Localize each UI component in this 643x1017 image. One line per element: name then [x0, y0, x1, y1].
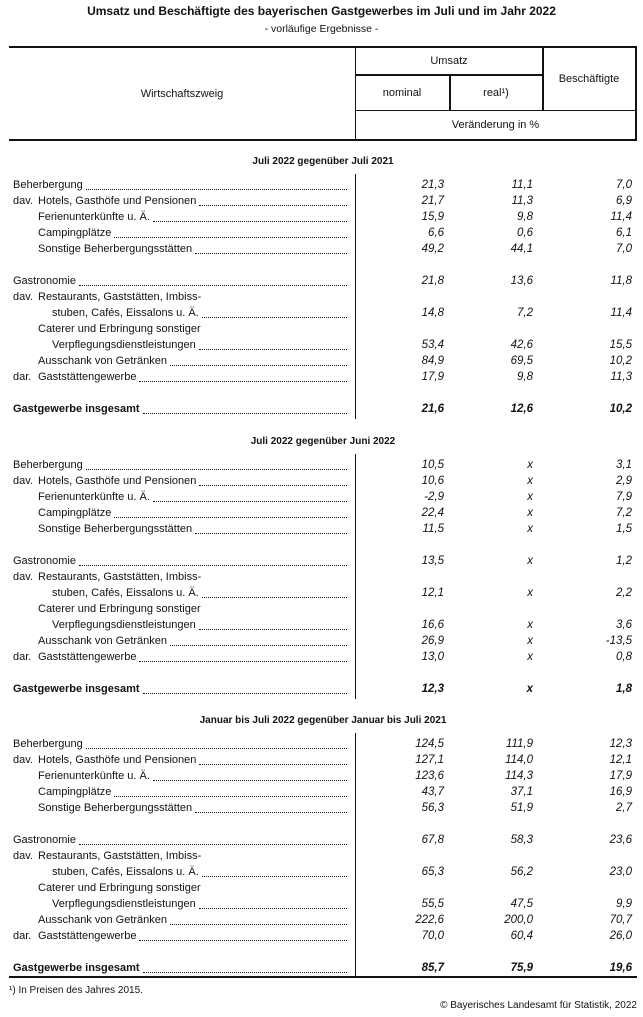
- dot-leader: [79, 285, 347, 286]
- value-beschaeftigte: 23,0: [609, 866, 632, 878]
- value-nominal: 21,3: [421, 179, 444, 191]
- value-real: 60,4: [510, 930, 533, 942]
- row-label: Sonstige Beherbergungsstätten: [38, 523, 193, 535]
- branch-cell: [9, 353, 355, 369]
- row-prefix: dar.: [13, 930, 32, 942]
- row-label: Gaststättengewerbe: [38, 371, 137, 383]
- value-nominal: 67,8: [421, 834, 444, 846]
- table-row: [9, 337, 637, 353]
- row-label: Ausschank von Getränken: [38, 355, 168, 367]
- branch-cell: [9, 401, 355, 417]
- row-label: Campingplätze: [38, 507, 112, 519]
- row-prefix: dar.: [13, 371, 32, 383]
- spacer-row: [9, 816, 637, 832]
- table-row: [9, 752, 637, 768]
- row-prefix: dav.: [13, 850, 33, 862]
- value-nominal: 84,9: [421, 355, 444, 367]
- branch-cell: [9, 489, 355, 505]
- value-real: x: [527, 587, 533, 599]
- dot-leader: [199, 349, 347, 350]
- branch-cell: [9, 241, 355, 257]
- value-beschaeftigte: 7,0: [616, 243, 632, 255]
- dot-leader: [199, 629, 347, 630]
- branch-cell: [9, 912, 355, 928]
- row-label: Verpflegungsdienstleistungen: [52, 898, 196, 910]
- table-row: [9, 473, 637, 489]
- value-real: 7,2: [517, 307, 533, 319]
- value-real: x: [526, 683, 533, 695]
- row-label: Gastgewerbe insgesamt: [13, 403, 140, 415]
- copyright-notice: © Bayerisches Landesamt für Statistik, 2022: [440, 1000, 637, 1011]
- value-beschaeftigte: 2,9: [616, 475, 632, 487]
- value-beschaeftigte: 23,6: [609, 834, 632, 846]
- branch-cell: [9, 960, 355, 976]
- section-july-vs-june: [9, 430, 637, 697]
- value-real: 69,5: [510, 355, 533, 367]
- column-header-real: real¹): [483, 86, 509, 99]
- value-nominal: 21,7: [421, 195, 444, 207]
- section-heading: Januar bis Juli 2022 gegenüber Januar bis Juli 2021: [199, 715, 447, 726]
- value-real: 114,3: [505, 770, 533, 782]
- row-label: stuben, Cafés, Eissalons u. Ä.: [52, 307, 199, 319]
- spacer-row: [9, 385, 637, 401]
- value-nominal: 14,8: [421, 307, 444, 319]
- branch-cell: [9, 681, 355, 697]
- dot-leader: [202, 597, 347, 598]
- value-nominal: 49,2: [421, 243, 444, 255]
- table-row: [9, 912, 637, 928]
- value-nominal: 55,5: [421, 898, 444, 910]
- row-label: Caterer und Erbringung sonstiger: [38, 603, 201, 615]
- table-bottom-rule: [9, 976, 637, 978]
- value-beschaeftigte: 1,2: [616, 555, 632, 567]
- value-nominal: 12,3: [421, 683, 444, 695]
- dot-leader: [86, 748, 347, 749]
- branch-cell: [9, 585, 355, 601]
- value-nominal: 21,6: [421, 403, 444, 415]
- dot-leader: [143, 413, 347, 414]
- table-row: [9, 585, 637, 601]
- table-row: [9, 289, 637, 305]
- row-label: Ausschank von Getränken: [38, 914, 168, 926]
- dot-leader: [170, 924, 347, 925]
- dot-leader: [153, 780, 347, 781]
- branch-cell: [9, 768, 355, 784]
- branch-column-rule-block2: [355, 454, 357, 699]
- value-real: 37,1: [510, 786, 533, 798]
- dot-leader: [202, 317, 347, 318]
- table-row: [9, 896, 637, 912]
- value-real: x: [527, 459, 533, 471]
- branch-cell: [9, 800, 355, 816]
- value-beschaeftigte: 7,0: [616, 179, 632, 191]
- table-row: [9, 800, 637, 816]
- branch-cell: [9, 784, 355, 800]
- value-real: x: [527, 619, 533, 631]
- row-prefix: dav.: [13, 754, 33, 766]
- table-row: [9, 880, 637, 896]
- dot-leader: [199, 908, 347, 909]
- value-nominal: 12,1: [421, 587, 444, 599]
- value-real: x: [527, 507, 533, 519]
- table-row: [9, 633, 637, 649]
- row-label: Caterer und Erbringung sonstiger: [38, 323, 201, 335]
- spacer-row: [9, 665, 637, 681]
- value-nominal: 56,3: [421, 802, 444, 814]
- branch-cell: [9, 633, 355, 649]
- value-nominal: 123,6: [415, 770, 444, 782]
- branch-cell: [9, 649, 355, 665]
- value-beschaeftigte: 12,3: [609, 738, 632, 750]
- row-label: Ferienunterkünfte u. Ä.: [38, 211, 150, 223]
- section-heading: Juli 2022 gegenüber Juni 2022: [250, 436, 396, 447]
- row-prefix: dar.: [13, 651, 32, 663]
- row-label: Ausschank von Getränken: [38, 635, 168, 647]
- branch-column-rule-block3: [355, 733, 357, 976]
- value-real: 11,1: [511, 179, 533, 191]
- value-real: 11,3: [511, 195, 533, 207]
- branch-cell: [9, 369, 355, 385]
- value-beschaeftigte: 11,4: [610, 307, 632, 319]
- value-real: 9,8: [517, 371, 533, 383]
- row-label: stuben, Cafés, Eissalons u. Ä.: [52, 866, 199, 878]
- table-row: [9, 225, 637, 241]
- dot-leader: [199, 764, 347, 765]
- branch-cell: [9, 193, 355, 209]
- spacer-row: [9, 537, 637, 553]
- value-nominal: 13,5: [421, 555, 444, 567]
- value-beschaeftigte: 26,0: [609, 930, 632, 942]
- row-prefix: dav.: [13, 475, 33, 487]
- branch-cell: [9, 305, 355, 321]
- dot-leader: [170, 645, 347, 646]
- footnote: ¹) In Preisen des Jahres 2015.: [9, 985, 143, 996]
- branch-cell: [9, 928, 355, 944]
- value-beschaeftigte: 7,2: [616, 507, 632, 519]
- value-real: 9,8: [517, 211, 533, 223]
- dot-leader: [195, 533, 347, 534]
- branch-cell: [9, 521, 355, 537]
- column-header-nominal: nominal: [382, 86, 422, 99]
- dot-leader: [153, 221, 347, 222]
- value-real: x: [527, 635, 533, 647]
- branch-cell: [9, 736, 355, 752]
- page-subtitle: - vorläufige Ergebnisse -: [264, 23, 379, 35]
- row-label: Restaurants, Gaststätten, Imbiss-: [38, 850, 202, 862]
- value-nominal: 85,7: [421, 962, 444, 974]
- branch-cell: [9, 848, 355, 864]
- table-row: [9, 177, 637, 193]
- value-real: 51,9: [510, 802, 533, 814]
- value-real: 58,3: [510, 834, 533, 846]
- branch-cell: [9, 569, 355, 585]
- branch-cell: [9, 601, 355, 617]
- column-header-branch: Wirtschaftszweig: [140, 87, 224, 100]
- value-beschaeftigte: 15,5: [609, 339, 632, 351]
- branch-cell: [9, 209, 355, 225]
- row-label: Gaststättengewerbe: [38, 651, 137, 663]
- branch-cell: [9, 337, 355, 353]
- row-label: Verpflegungsdienstleistungen: [52, 339, 196, 351]
- table-row: [9, 928, 637, 944]
- value-real: x: [527, 523, 533, 535]
- value-beschaeftigte: 0,8: [616, 651, 632, 663]
- branch-cell: [9, 880, 355, 896]
- row-label: Gastgewerbe insgesamt: [13, 962, 140, 974]
- branch-cell: [9, 553, 355, 569]
- row-label: Gaststättengewerbe: [38, 930, 137, 942]
- dot-leader: [195, 812, 347, 813]
- value-beschaeftigte: 3,6: [616, 619, 632, 631]
- value-real: 47,5: [510, 898, 533, 910]
- row-label: Campingplätze: [38, 786, 112, 798]
- value-nominal: 53,4: [421, 339, 444, 351]
- row-label: Restaurants, Gaststätten, Imbiss-: [38, 291, 202, 303]
- branch-column-rule-block1: [355, 174, 357, 419]
- value-nominal: 22,4: [421, 507, 444, 519]
- branch-cell: [9, 177, 355, 193]
- dot-leader: [202, 876, 347, 877]
- value-beschaeftigte: 10,2: [609, 355, 632, 367]
- table-row: [9, 601, 637, 617]
- value-real: 200,0: [504, 914, 533, 926]
- dot-leader: [114, 237, 347, 238]
- row-label: Caterer und Erbringung sonstiger: [38, 882, 201, 894]
- row-label: Hotels, Gasthöfe und Pensionen: [38, 475, 197, 487]
- value-real: 75,9: [510, 962, 533, 974]
- value-beschaeftigte: 2,7: [616, 802, 632, 814]
- dot-leader: [139, 381, 347, 382]
- dot-leader: [153, 501, 347, 502]
- value-real: x: [527, 475, 533, 487]
- table-row: [9, 736, 637, 752]
- value-nominal: 15,9: [421, 211, 444, 223]
- dot-leader: [79, 844, 347, 845]
- branch-cell: [9, 752, 355, 768]
- value-beschaeftigte: 6,9: [616, 195, 632, 207]
- value-beschaeftigte: 17,9: [609, 770, 632, 782]
- table-row: [9, 353, 637, 369]
- value-nominal: 6,6: [428, 227, 444, 239]
- dot-leader: [170, 365, 347, 366]
- value-beschaeftigte: 19,6: [609, 962, 632, 974]
- dot-leader: [199, 205, 347, 206]
- branch-cell: [9, 505, 355, 521]
- value-beschaeftigte: 12,1: [609, 754, 632, 766]
- table-row: [9, 457, 637, 473]
- value-real: x: [527, 651, 533, 663]
- header-bottom-rule: [9, 139, 637, 141]
- branch-cell: [9, 864, 355, 880]
- branch-cell: [9, 896, 355, 912]
- value-beschaeftigte: 16,9: [609, 786, 632, 798]
- table-row: [9, 768, 637, 784]
- row-prefix: dav.: [13, 195, 33, 207]
- row-label: Hotels, Gasthöfe und Pensionen: [38, 195, 197, 207]
- row-label: Sonstige Beherbergungsstätten: [38, 243, 193, 255]
- value-beschaeftigte: 11,4: [610, 211, 632, 223]
- row-label: Beherbergung: [13, 738, 83, 750]
- table-row: [9, 569, 637, 585]
- row-label: Campingplätze: [38, 227, 112, 239]
- table-row: [9, 241, 637, 257]
- table-row: [9, 321, 637, 337]
- row-label: Verpflegungsdienstleistungen: [52, 619, 196, 631]
- dot-leader: [114, 517, 347, 518]
- value-real: 56,2: [510, 866, 533, 878]
- table-row: [9, 209, 637, 225]
- table-row: [9, 848, 637, 864]
- value-beschaeftigte: 6,1: [616, 227, 632, 239]
- row-label: Gastgewerbe insgesamt: [13, 683, 140, 695]
- row-prefix: dav.: [13, 571, 33, 583]
- table-row: [9, 193, 637, 209]
- value-nominal: 222,6: [415, 914, 444, 926]
- table-row: [9, 401, 637, 417]
- branch-cell: [9, 225, 355, 241]
- value-nominal: 43,7: [421, 786, 444, 798]
- value-nominal: 26,9: [421, 635, 444, 647]
- table-row: [9, 369, 637, 385]
- value-beschaeftigte: 1,8: [616, 683, 632, 695]
- row-label: Ferienunterkünfte u. Ä.: [38, 770, 150, 782]
- row-label: Beherbergung: [13, 179, 83, 191]
- value-nominal: 16,6: [421, 619, 444, 631]
- value-nominal: 17,9: [421, 371, 444, 383]
- table-row: [9, 681, 637, 697]
- row-label: Restaurants, Gaststätten, Imbiss-: [38, 571, 202, 583]
- row-label: stuben, Cafés, Eissalons u. Ä.: [52, 587, 199, 599]
- value-beschaeftigte: 1,5: [616, 523, 632, 535]
- branch-cell: [9, 473, 355, 489]
- dot-leader: [199, 485, 347, 486]
- table-row: [9, 553, 637, 569]
- table-row: [9, 832, 637, 848]
- dot-leader: [139, 661, 347, 662]
- value-real: x: [527, 491, 533, 503]
- value-beschaeftigte: 11,8: [610, 275, 632, 287]
- value-beschaeftigte: 3,1: [616, 459, 632, 471]
- value-nominal: 127,1: [415, 754, 444, 766]
- spacer-row: [9, 944, 637, 960]
- value-real: 0,6: [517, 227, 533, 239]
- row-label: Gastronomie: [13, 275, 76, 287]
- value-nominal: 10,5: [421, 459, 444, 471]
- dot-leader: [143, 693, 347, 694]
- value-real: 42,6: [510, 339, 533, 351]
- row-prefix: dav.: [13, 291, 33, 303]
- table-row: [9, 784, 637, 800]
- table-row: [9, 617, 637, 633]
- column-header-beschaeftigte: Beschäftigte: [558, 72, 620, 85]
- value-beschaeftigte: -13,5: [605, 635, 632, 647]
- table-row: [9, 649, 637, 665]
- branch-cell: [9, 832, 355, 848]
- dot-leader: [86, 469, 347, 470]
- column-header-umsatz: Umsatz: [430, 55, 468, 67]
- table-row: [9, 273, 637, 289]
- column-header-change-percent: Veränderung in %: [451, 119, 540, 131]
- value-nominal: 70,0: [421, 930, 444, 942]
- page-title: Umsatz und Beschäftigte des bayerischen Gastgewerbes im Juli und im Jahr 2022: [87, 4, 556, 18]
- table-row: [9, 505, 637, 521]
- row-label: Gastronomie: [13, 834, 76, 846]
- value-nominal: 10,6: [421, 475, 444, 487]
- value-nominal: 13,0: [421, 651, 444, 663]
- value-real: 44,1: [510, 243, 533, 255]
- row-label: Sonstige Beherbergungsstätten: [38, 802, 193, 814]
- value-beschaeftigte: 10,2: [609, 403, 632, 415]
- table-row: [9, 521, 637, 537]
- dot-leader: [114, 796, 347, 797]
- value-real: 13,6: [510, 275, 533, 287]
- value-nominal: -2,9: [424, 491, 444, 503]
- value-beschaeftigte: 7,9: [616, 491, 632, 503]
- section-july-vs-july: [9, 150, 637, 417]
- table-row: [9, 305, 637, 321]
- table-row: [9, 864, 637, 880]
- row-label: Gastronomie: [13, 555, 76, 567]
- value-beschaeftigte: 11,3: [610, 371, 632, 383]
- dot-leader: [86, 189, 347, 190]
- dot-leader: [139, 940, 347, 941]
- branch-cell: [9, 457, 355, 473]
- value-beschaeftigte: 9,9: [616, 898, 632, 910]
- branch-cell: [9, 321, 355, 337]
- value-beschaeftigte: 2,2: [616, 587, 632, 599]
- row-label: Hotels, Gasthöfe und Pensionen: [38, 754, 197, 766]
- row-label: Ferienunterkünfte u. Ä.: [38, 491, 150, 503]
- value-nominal: 21,8: [421, 275, 444, 287]
- row-label: Beherbergung: [13, 459, 83, 471]
- branch-cell: [9, 289, 355, 305]
- branch-cell: [9, 273, 355, 289]
- table-row: [9, 489, 637, 505]
- value-beschaeftigte: 70,7: [609, 914, 632, 926]
- table-row: [9, 960, 637, 976]
- section-jan-to-july: [9, 709, 637, 976]
- section-heading: Juli 2022 gegenüber Juli 2021: [252, 156, 394, 167]
- value-nominal: 65,3: [421, 866, 444, 878]
- spacer-row: [9, 257, 637, 273]
- value-real: 114,0: [505, 754, 533, 766]
- dot-leader: [195, 253, 347, 254]
- branch-cell: [9, 617, 355, 633]
- dot-leader: [79, 565, 347, 566]
- value-real: x: [527, 555, 533, 567]
- value-real: 12,6: [510, 403, 533, 415]
- dot-leader: [143, 972, 347, 973]
- value-real: 111,9: [505, 738, 533, 750]
- value-nominal: 124,5: [415, 738, 444, 750]
- value-nominal: 11,5: [422, 523, 444, 535]
